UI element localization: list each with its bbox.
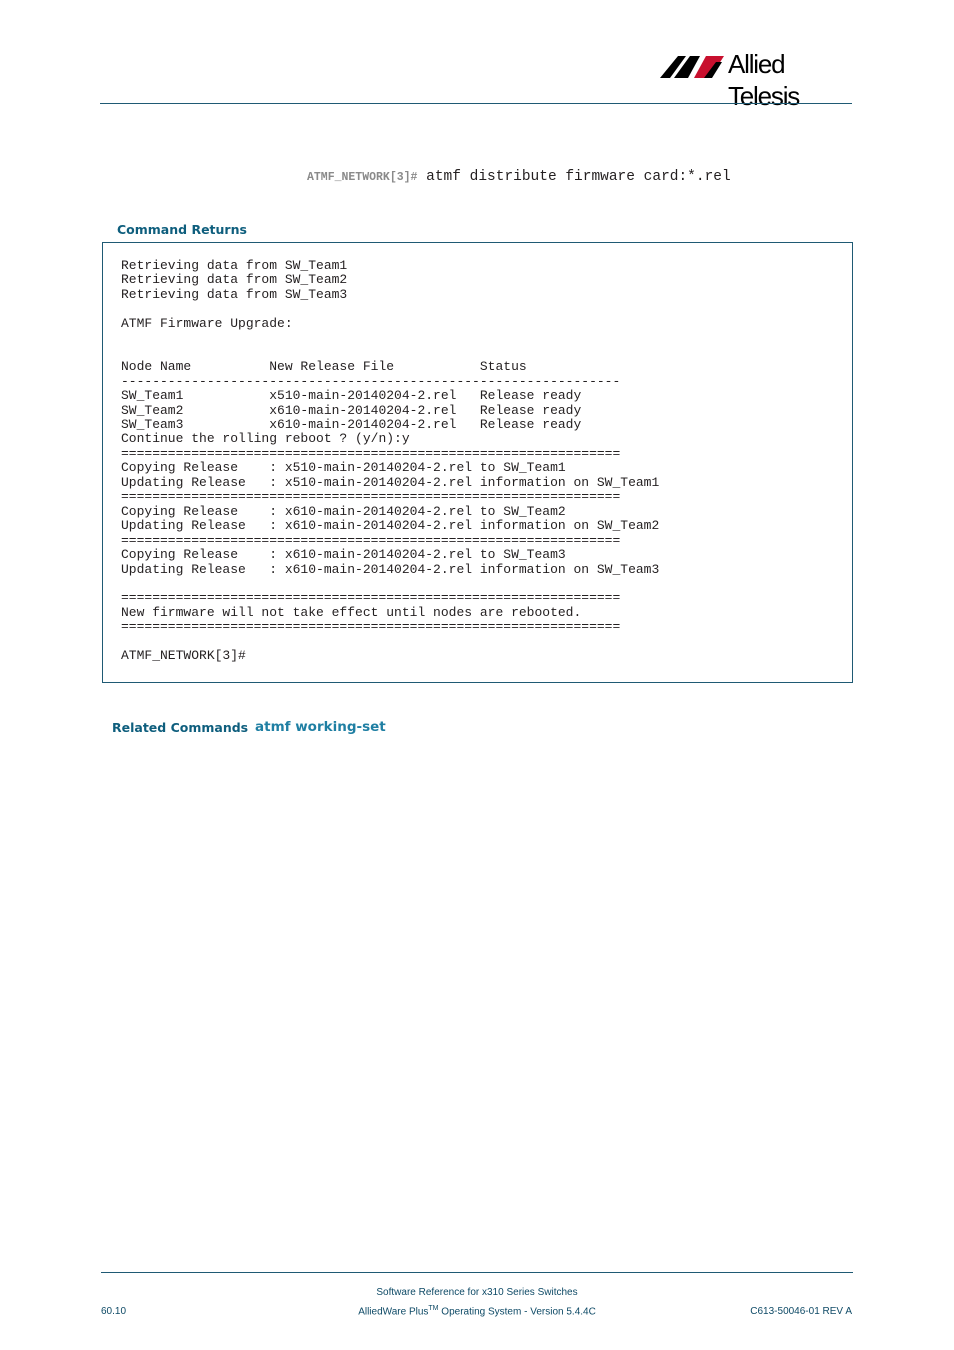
footer-page-number: 60.10 [101, 1306, 127, 1317]
related-commands-heading: Related Commands [112, 720, 249, 735]
allied-telesis-logo [660, 48, 856, 111]
command-returns-heading: Command Returns [117, 222, 247, 237]
footer-document-id: C613-50046-01 REV A [750, 1306, 852, 1317]
related-command-link-atmf-working-set[interactable]: atmf working-set [255, 719, 386, 735]
footer-title: Software Reference for x310 Series Switches [376, 1287, 578, 1298]
command-prompt: ATMF_NETWORK[3]# [307, 171, 418, 184]
footer-product-name: AlliedWare Plus [358, 1306, 429, 1318]
footer-trademark: TM [428, 1305, 439, 1312]
logo-wordmark: Allied Telesis [728, 49, 800, 111]
command-text: atmf distribute firmware card:*.rel [426, 169, 731, 185]
footer-divider [101, 1272, 853, 1273]
footer-version: Operating System - Version 5.4.4C [438, 1306, 596, 1318]
example-command-line [307, 168, 731, 187]
header-divider [100, 103, 852, 104]
command-output-box [102, 242, 853, 683]
command-output: Retrieving data from SW_Team1 Retrieving data from SW_Team2 Retrieving data from SW_Team3 ATMF Firmware Upgrade: Node Name New Release File Status ---------------------------------------------------------------- SW_Team1 x510-main-20140204-2.rel Release ready SW_Team2 x610-main-20140204-2.rel Release ready SW_Team3 x610-main-20140204-2.rel Release ready Continue the rolling reboot ? (y/n):y ================================================================ Copying Release : x510-main-20140204-2.rel to SW_Team1 Updating Release : x510-main-20140204-2.rel information on SW_Team1 ================================================================ Copying Release : x610-main-20140204-2.rel to SW_Team2 Updating Release : x610-main-20140204-2.rel information on SW_Team2 ================================================================ Copying Release : x610-main-20140204-2.rel to SW_Team3 Updating Release : x610-main-20140204-2.rel information on SW_Team3 ================================================================ New firmware will not take effect until nodes are rebooted. ================================================================ ATMF_NETWORK[3]# [121, 258, 660, 664]
allied-telesis-logo-icon [660, 52, 726, 82]
